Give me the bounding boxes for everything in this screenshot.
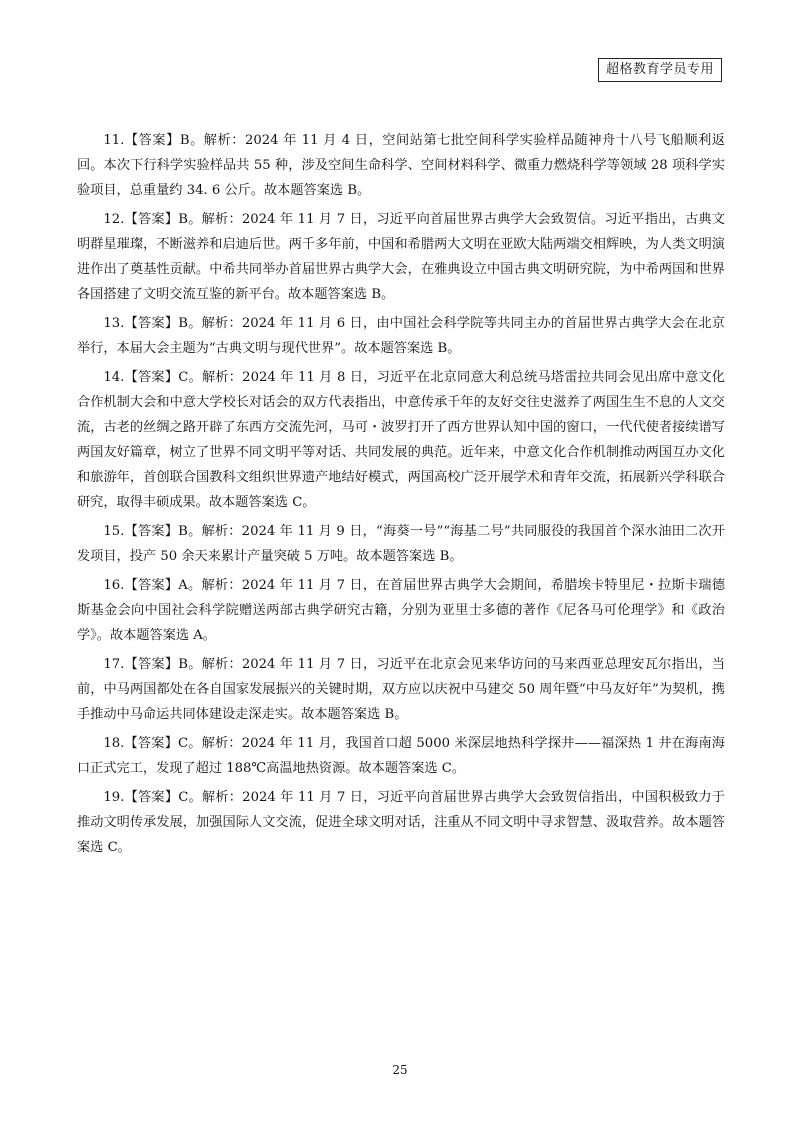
- item-text: 【答案】B。解析：2024 年 11 月 6 日，由中国社会科学院等共同主办的首届世界古典学大会在北京举行，本届大会主题为“古典文明与现代世界”。故本题答案选 B。: [77, 316, 725, 356]
- item-number: 12.: [103, 212, 125, 227]
- item-text: 【答案】C。解析：2024 年 11 月 7 日，习近平向首届世界古典学大会致贺信指出，中国积极致力于推动文明传承发展，加强国际人文交流，促进全球文明对话，注重从不同文明中寻求智慧、汲取营养。故本题答案选 C。: [77, 790, 725, 855]
- item-number: 16.: [103, 578, 125, 593]
- item-text: 【答案】A。解析：2024 年 11 月 7 日，在首届世界古典学大会期间，希腊埃卡特里尼・拉斯卡瑞德斯基金会向中国社会科学院赠送两部古典学研究古籍，分别为亚里士多德的著作《尼各马可伦理学》和《政治学》。故本题答案选 A。: [77, 578, 725, 643]
- item-text: 【答案】C。解析：2024 年 11 月，我国首口超 5000 米深层地热科学探井——福深热 1 井在海南海口正式完工，发现了超过 188℃高温地热资源。故本题答案选 C。: [77, 736, 725, 776]
- item-number: 14.: [103, 370, 125, 385]
- answer-item-14: [77, 365, 725, 515]
- answer-item-13: [77, 311, 725, 361]
- answer-item-19: [77, 785, 725, 860]
- item-number: 11.: [103, 133, 125, 148]
- answer-item-16: [77, 573, 725, 648]
- item-number: 18.: [103, 736, 125, 751]
- answer-item-11: [77, 128, 725, 203]
- item-text: 【答案】B。解析：2024 年 11 月 9 日，“海葵一号”“海基二号”共同服役的我国首个深水油田二次开发项目，投产 50 余天来累计产量突破 5 万吨。故本题答案选 B。: [77, 524, 725, 564]
- item-text: 【答案】B。解析：2024 年 11 月 4 日，空间站第七批空间科学实验样品随神舟十八号飞船顺利返回。本次下行科学实验样品共 55 种，涉及空间生命科学、空间材料科学、微重力燃烧科学等领域 28 项科学实验项目，总重量约 34. 6 公斤。故本题答案选 B。: [77, 133, 725, 198]
- page-number: 25: [392, 1063, 408, 1077]
- item-text: 【答案】B。解析：2024 年 11 月 7 日，习近平向首届世界古典学大会致贺信。习近平指出，古典文明群星璀璨，不断滋养和启迪后世。两千多年前，中国和希腊两大文明在亚欧大陆两端交相辉映，为人类文明演进作出了奠基性贡献。中希共同举办首届世界古典学大会，在雅典设立中国古典文明研究院，为中希两国和世界各国搭建了文明交流互鉴的新平台。故本题答案选 B。: [77, 212, 725, 302]
- item-text: 【答案】B。解析：2024 年 11 月 7 日，习近平在北京会见来华访问的马来西亚总理安瓦尔指出，当前，中马两国都处在各自国家发展振兴的关键时期，双方应以庆祝中马建交 50 周年暨“中马友好年”为契机，携手推动中马命运共同体建设走深走实。故本题答案选 B。: [77, 657, 725, 722]
- item-text: 【答案】C。解析：2024 年 11 月 8 日，习近平在北京同意大利总统马塔雷拉共同会见出席中意文化合作机制大会和中意大学校长对话会的双方代表指出，中意传承千年的友好交往史滋养了两国生生不息的人文交流，古老的丝绸之路开辟了东西方交流先河，马可・波罗打开了西方世界认知中国的窗口，一代代使者接续谱写两国友好篇章，树立了世界不同文明平等对话、共同发展的典范。近年来，中意文化合作机制推动两国互办文化和旅游年，首创联合国教科文组织世界遗产地结好模式，两国高校广泛开展学术和青年交流，拓展新兴学科联合研究，取得丰硕成果。故本题答案选 C。: [77, 370, 725, 510]
- item-number: 19.: [103, 790, 125, 805]
- header-label: 超格教育学员专用: [598, 58, 722, 82]
- item-number: 13.: [103, 316, 125, 331]
- answer-item-18: [77, 731, 725, 781]
- item-number: 17.: [103, 657, 125, 672]
- item-number: 15.: [103, 524, 125, 539]
- answer-item-12: [77, 207, 725, 307]
- answer-list: [77, 128, 725, 864]
- answer-item-17: [77, 652, 725, 727]
- answer-item-15: [77, 519, 725, 569]
